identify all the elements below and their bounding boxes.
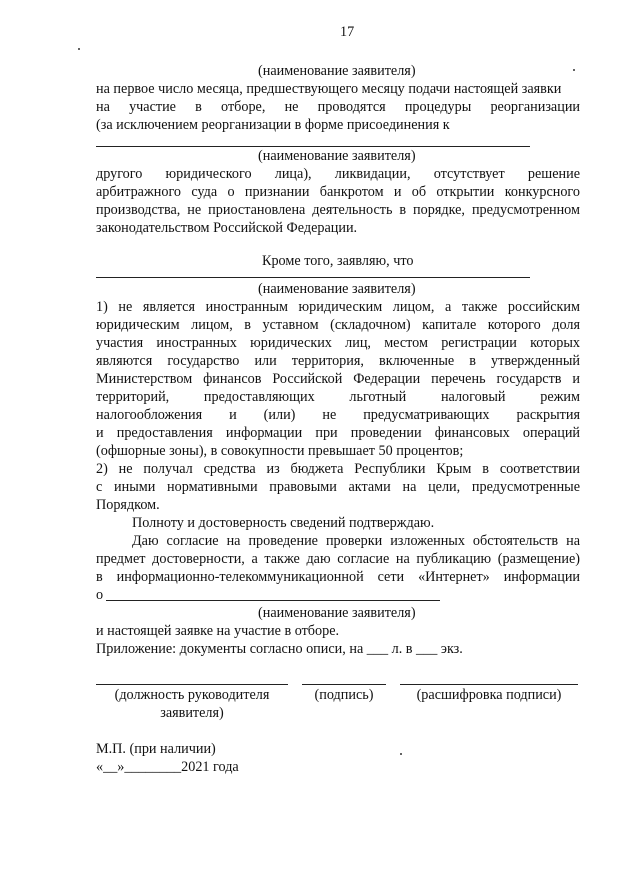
text-line: (офшорные зоны), в совокупности превышает 50 процентов; — [96, 443, 464, 459]
text-line: Порядком. — [96, 497, 160, 513]
signature-line-signature — [302, 684, 386, 685]
text-line: Кроме того, заявляю, что — [262, 253, 414, 269]
text-line: Полноту и достоверность сведений подтверждаю. — [132, 515, 435, 531]
text-line: Министерством финансов Российской Федерации перечень государств и — [96, 371, 580, 387]
caption-applicant-name: (наименование заявителя) — [258, 605, 416, 621]
text-line: налогообложения и (или) не предусматривающих раскрытия — [96, 407, 580, 423]
text-line: 1) не является иностранным юридическим лицом, а также российским — [96, 299, 580, 315]
scan-speck — [400, 753, 402, 755]
text-line: предмет достоверности, а также даю согласие на публикацию (размещение) — [96, 551, 580, 567]
text-line: участия иностранных юридических лиц, местом регистрации которых — [96, 335, 580, 351]
page-number: 17 — [340, 24, 355, 40]
text-line: на первое число месяца, предшествующего месяцу подачи настоящей заявки — [96, 81, 562, 97]
caption-signature: (подпись) — [314, 687, 374, 703]
caption-applicant-name: (наименование заявителя) — [258, 148, 416, 164]
scan-speck — [573, 69, 575, 71]
text-line: юридическим лицом, в уставном (складочном) капитале которого доля — [96, 317, 580, 333]
text-line: (за исключением реорганизации в форме присоединения к — [96, 117, 450, 133]
caption-signature-decoding: (расшифровка подписи) — [416, 687, 562, 703]
text-line: территорий, предоставляющих льготный налоговый режим — [96, 389, 580, 405]
text-line: производства, не приостановлена деятельность в порядке, предусмотренном — [96, 202, 580, 218]
text-line: и настоящей заявке на участие в отборе. — [96, 623, 340, 639]
text-line: в информационно-телекоммуникационной сети «Интернет» информации — [96, 569, 580, 585]
text-line: и предоставления информации при проведении финансовых операций — [96, 425, 580, 441]
applicant-name-underline — [96, 277, 530, 278]
signature-line-position — [96, 684, 288, 685]
text-line: Даю согласие на проведение проверки изложенных обстоятельств на — [132, 533, 580, 549]
applicant-name-underline — [106, 600, 440, 601]
attachment-line: Приложение: документы согласно описи, на ___ л. в ___ экз. — [96, 641, 463, 657]
date-line: «__»________2021 года — [96, 759, 239, 775]
text-line: о — [96, 587, 104, 603]
scan-speck — [78, 48, 80, 50]
caption-position: (должность руководителя заявителя) — [114, 687, 270, 721]
caption-applicant-name: (наименование заявителя) — [258, 63, 416, 79]
text-line: с иными нормативными правовыми актами на цели, предусмотренные — [96, 479, 580, 495]
text-line: являются государство или территория, включенные в утвержденный — [96, 353, 580, 369]
caption-applicant-name: (наименование заявителя) — [258, 281, 416, 297]
text-line: 2) не получал средства из бюджета Республики Крым в соответствии — [96, 461, 580, 477]
stamp-placeholder: М.П. (при наличии) — [96, 741, 216, 757]
text-line: другого юридического лица), ликвидации, отсутствует решение — [96, 166, 580, 182]
text-line: законодательством Российской Федерации. — [96, 220, 358, 236]
text-line: на участие в отборе, не проводятся процедуры реорганизации — [96, 99, 580, 115]
signature-line-decoding — [400, 684, 578, 685]
text-line: арбитражного суда о признании банкротом и об открытии конкурсного — [96, 184, 580, 200]
